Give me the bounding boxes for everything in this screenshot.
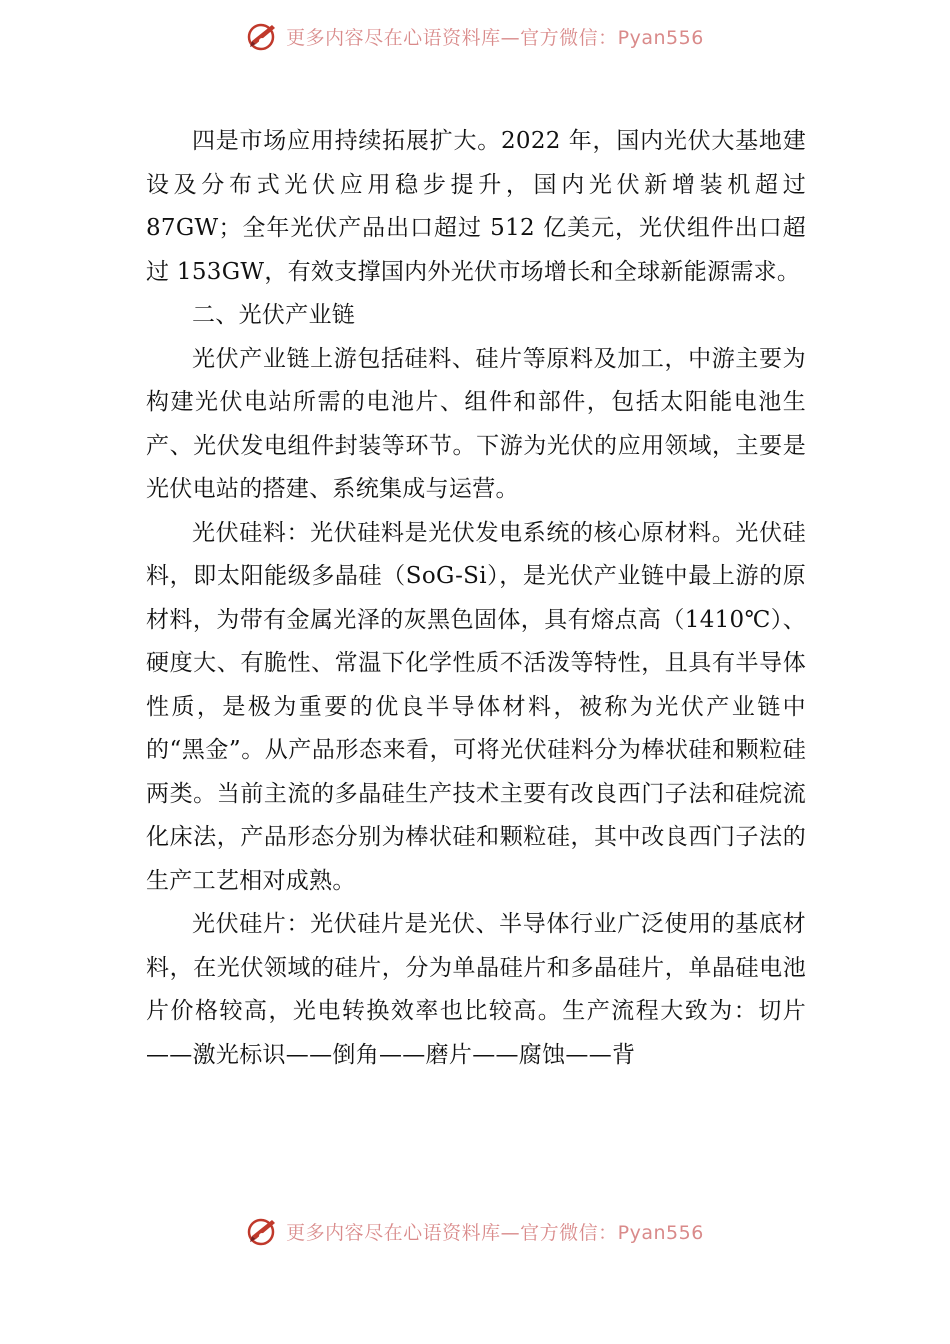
footer-watermark-text: 更多内容尽在心语资料库—官方微信：Pyan556: [286, 1221, 704, 1244]
document-body: [146, 120, 806, 1077]
pen-logo-icon: [246, 1214, 280, 1248]
footer-watermark: [0, 1211, 950, 1251]
paragraph-silicon-material: 光伏硅料：光伏硅料是光伏发电系统的核心原材料。光伏硅料，即太阳能级多晶硅（SoG-Si），是光伏产业链中最上游的原材料，为带有金属光泽的灰黑色固体，具有熔点高（1410℃）、硬度大、有脆性、常温下化学性质不活泼等特性，且具有半导体性质，是极为重要的优良半导体材料，被称为光伏产业链中的“黑金”。从产品形态来看，可将光伏硅料分为棒状硅和颗粒硅两类。当前主流的多晶硅生产技术主要有改良西门子法和硅烷流化床法，产品形态分别为棒状硅和颗粒硅，其中改良西门子法的生产工艺相对成熟。: [146, 519, 806, 894]
header-watermark: [0, 16, 950, 56]
paragraph-silicon-wafer: 光伏硅片：光伏硅片是光伏、半导体行业广泛使用的基底材料，在光伏领域的硅片，分为单晶硅片和多晶硅片，单晶硅电池片价格较高，光电转换效率也比较高。生产流程大致为：切片——激光标识——倒角——磨片——腐蚀——背: [146, 911, 806, 1068]
paragraph-industry-chain: 光伏产业链上游包括硅料、硅片等原料及加工，中游主要为构建光伏电站所需的电池片、组件和部件，包括太阳能电池生产、光伏发电组件封装等环节。下游为光伏的应用领域，主要是光伏电站的搭建、系统集成与运营。: [146, 345, 806, 502]
paragraph-market-application: 四是市场应用持续拓展扩大。2022 年，国内光伏大基地建设及分布式光伏应用稳步提升，国内光伏新增装机超过 87GW；全年光伏产品出口超过 512 亿美元，光伏组件出口超过 153GW，有效支撑国内外光伏市场增长和全球新能源需求。: [146, 128, 806, 285]
pen-logo-icon: [246, 19, 280, 53]
header-watermark-text: 更多内容尽在心语资料库—官方微信：Pyan556: [286, 26, 704, 49]
section-heading-industry-chain: 二、光伏产业链: [192, 302, 356, 328]
